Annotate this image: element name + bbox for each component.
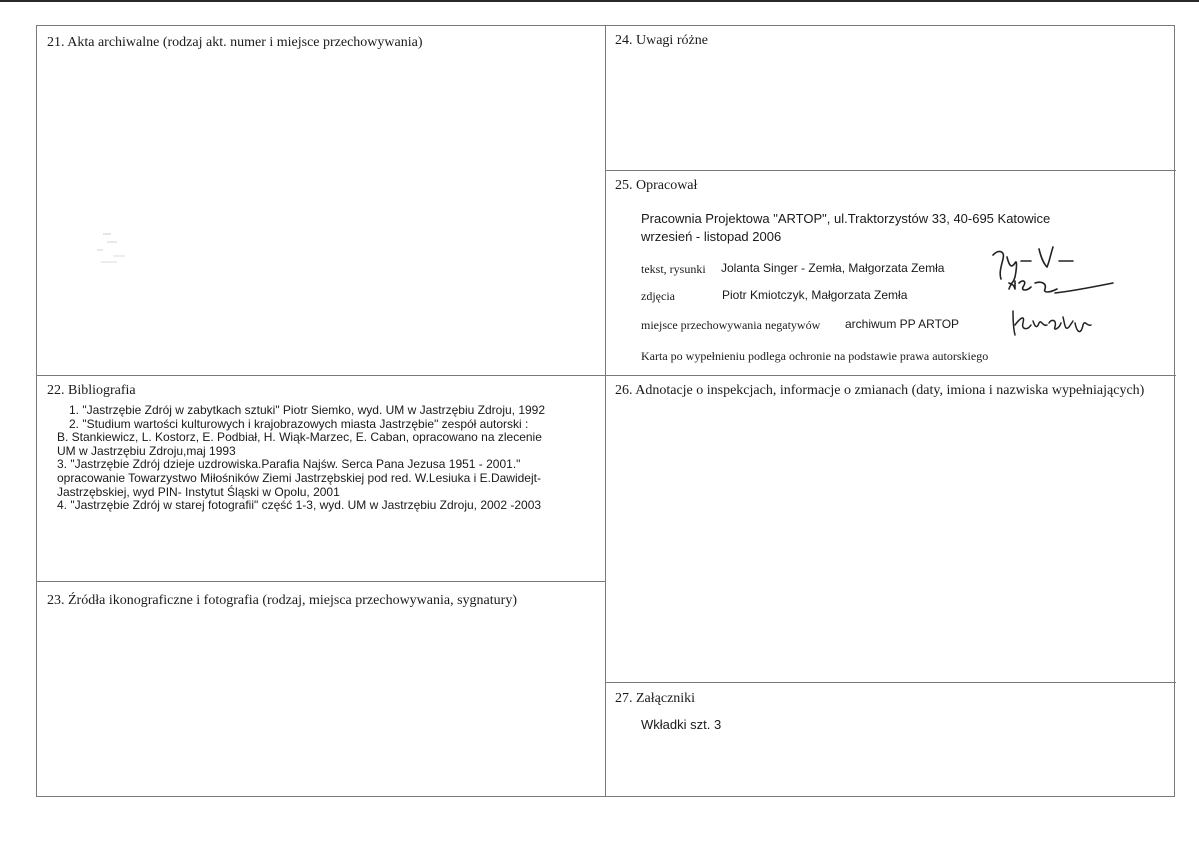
section-27-title: 27. Załączniki xyxy=(615,691,696,706)
divider-26-27 xyxy=(605,682,1176,683)
negatives-storage-value: archiwum PP ARTOP xyxy=(845,317,960,331)
scan-top-edge xyxy=(0,0,1199,2)
studio-address: Pracownia Projektowa "ARTOP", ul.Traktorzystów 33, 40-695 Katowice xyxy=(641,211,1051,226)
scan-noise-mark xyxy=(93,231,143,271)
attachments-value: Wkładki szt. 3 xyxy=(641,717,722,732)
preparation-date: wrzesień - listopad 2006 xyxy=(641,229,782,244)
record-card-form xyxy=(36,25,1175,797)
signature-authors xyxy=(989,243,1114,303)
negatives-storage-label: miejsce przechowywania negatywów xyxy=(641,318,821,332)
divider-22-23 xyxy=(37,581,605,582)
section-25-title: 25. Opracował xyxy=(615,178,698,193)
photos-value: Piotr Kmiotczyk, Małgorzata Zemła xyxy=(722,288,908,302)
section-23-title: 23. Źródła ikonograficzne i fotografia (rodzaj, miejsca przechowywania, sygnatury) xyxy=(47,593,517,608)
section-22-title: 22. Bibliografia xyxy=(47,383,136,398)
section-26-title: 26. Adnotacje o inspekcjach, informacje o zmianach (daty, imiona i nazwiska wypełniających) xyxy=(615,383,1145,398)
copyright-note: Karta po wypełnieniu podlega ochronie na podstawie prawa autorskiego xyxy=(641,349,989,363)
text-drawings-label: tekst, rysunki xyxy=(641,262,706,276)
bibliography-line: 1. "Jastrzębie Zdrój w zabytkach sztuki" Piotr Siemko, wyd. UM w Jastrzębiu Zdroju, 1992 xyxy=(69,403,546,417)
signature-photographer xyxy=(1007,307,1097,339)
bibliography-line: 3. "Jastrzębie Zdrój dzieje uzdrowiska.Parafia Najśw. Serca Pana Jezusa 1951 - 2001." xyxy=(57,457,521,472)
bibliography-line: 2. "Studium wartości kulturowych i krajobrazowych miasta Jastrzębie" zespół autorski : xyxy=(69,416,529,431)
bibliography-line: UM w Jastrzębiu Zdroju,maj 1993 xyxy=(57,443,236,458)
column-divider xyxy=(605,26,606,796)
photos-label: zdjęcia xyxy=(641,289,675,303)
divider-row2 xyxy=(37,375,1176,376)
bibliography-line: opracowanie Towarzystwo Miłośników Ziemi Jastrzębskiej pod red. W.Lesiuka i E.Dawidejt- xyxy=(57,470,541,485)
section-24-title: 24. Uwagi różne xyxy=(615,33,708,48)
divider-24-25 xyxy=(605,170,1176,171)
text-drawings-value: Jolanta Singer - Zemła, Małgorzata Zemła xyxy=(721,261,945,275)
section-21-title: 21. Akta archiwalne (rodzaj akt. numer i miejsce przechowywania) xyxy=(47,35,423,50)
bibliography-list xyxy=(57,404,597,513)
bibliography-line: B. Stankiewicz, L. Kostorz, E. Podbiał, H. Wiąk-Marzec, E. Caban, opracowano na zlecenie xyxy=(57,430,542,445)
bibliography-line: 4. "Jastrzębie Zdrój w starej fotografii" część 1-3, wyd. UM w Jastrzębiu Zdroju, 2002 -2003 xyxy=(57,498,542,513)
bibliography-line: Jastrzębskiej, wyd PIN- Instytut Śląski w Opolu, 2001 xyxy=(57,484,340,499)
